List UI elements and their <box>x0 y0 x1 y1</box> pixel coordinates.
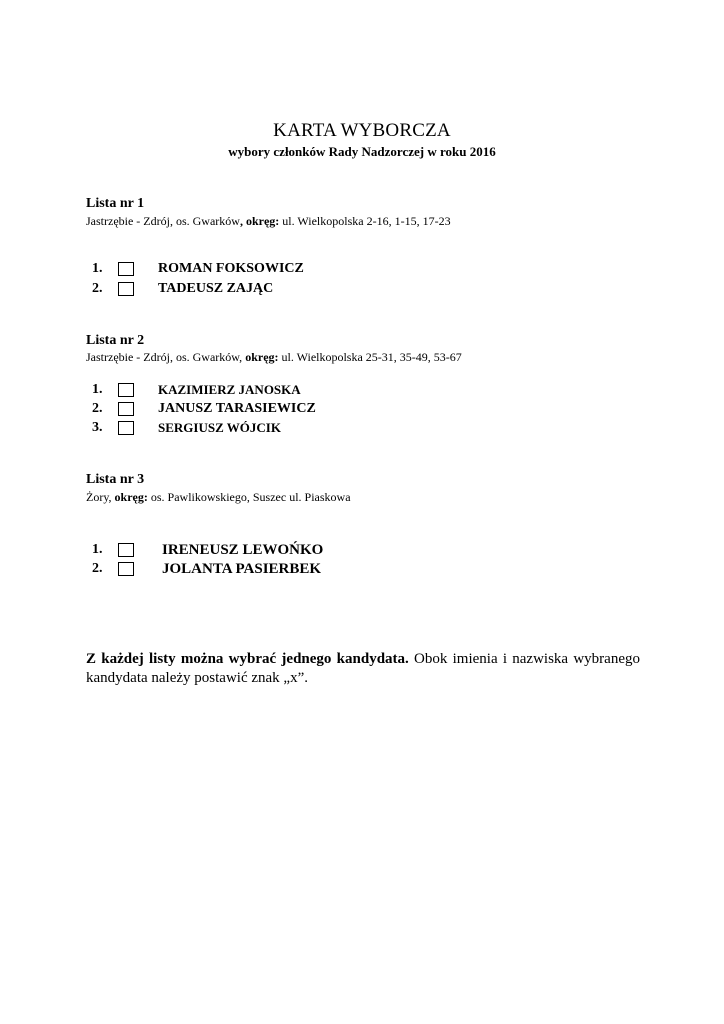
list-3-desc-suffix: os. Pawlikowskiego, Suszec ul. Piaskowa <box>147 490 351 504</box>
page-subtitle: wybory członków Rady Nadzorczej w roku 2016 <box>228 144 496 159</box>
candidate-name: JOLANTA PASIERBEK <box>162 560 322 577</box>
candidate-number: 2. <box>92 401 103 416</box>
list-1-desc-prefix: Jastrzębie - Zdrój, os. Gwarków <box>86 214 240 228</box>
voting-instruction-text: Obok imienia i nazwiska wybranego kandydata należy postawić znak „x”. <box>86 651 640 686</box>
list-3-candidate-2 <box>92 560 321 578</box>
page-title: KARTA WYBORCZA <box>273 120 451 141</box>
voting-instruction <box>86 650 640 688</box>
list-2-desc-suffix: ul. Wielkopolska 25-31, 35-49, 53-67 <box>278 350 462 364</box>
list-3-desc-prefix: Żory, <box>86 490 115 504</box>
list-2-desc-prefix: Jastrzębie - Zdrój, os. Gwarków, <box>86 350 246 364</box>
list-2-candidate-1 <box>92 381 301 399</box>
candidate-number: 1. <box>92 542 103 557</box>
list-2-candidate-2 <box>92 400 316 418</box>
candidate-number: 1. <box>92 382 103 397</box>
list-1-desc-keyword: , okręg: <box>239 214 280 228</box>
list-2-description <box>86 350 462 365</box>
candidate-number: 3. <box>92 420 103 435</box>
list-1-desc-suffix: ul. Wielkopolska 2-16, 1-15, 17-23 <box>279 214 451 228</box>
list-3-heading: Lista nr 3 <box>86 472 145 487</box>
list-1-description <box>86 214 451 229</box>
candidate-name: TADEUSZ ZAJĄC <box>158 281 274 296</box>
vote-checkbox[interactable] <box>118 262 134 276</box>
candidate-number: 2. <box>92 561 103 576</box>
candidate-name: ROMAN FOKSOWICZ <box>158 261 304 276</box>
voting-instruction-bold: Z każdej listy można wybrać jednego kandydata. <box>86 651 409 667</box>
list-3-desc-keyword: okręg: <box>114 490 148 504</box>
candidate-name: IRENEUSZ LEWOŃKO <box>162 541 324 558</box>
candidate-name: KAZIMIERZ JANOSKA <box>158 382 301 397</box>
candidate-number: 1. <box>92 261 103 276</box>
list-2-candidate-3 <box>92 419 281 437</box>
vote-checkbox[interactable] <box>118 282 134 296</box>
vote-checkbox[interactable] <box>118 402 134 416</box>
vote-checkbox[interactable] <box>118 421 134 435</box>
list-1-heading: Lista nr 1 <box>86 196 145 211</box>
candidate-name: JANUSZ TARASIEWICZ <box>158 401 316 416</box>
vote-checkbox[interactable] <box>118 562 134 576</box>
list-2-desc-keyword: okręg: <box>245 350 279 364</box>
vote-checkbox[interactable] <box>118 543 134 557</box>
candidate-number: 2. <box>92 281 103 296</box>
list-1-candidate-1 <box>92 260 304 278</box>
candidate-name: SERGIUSZ WÓJCIK <box>158 420 281 435</box>
list-3-candidate-1 <box>92 541 323 559</box>
list-3-description <box>86 490 351 505</box>
list-2-heading: Lista nr 2 <box>86 333 145 348</box>
list-1-candidate-2 <box>92 280 273 298</box>
vote-checkbox[interactable] <box>118 383 134 397</box>
